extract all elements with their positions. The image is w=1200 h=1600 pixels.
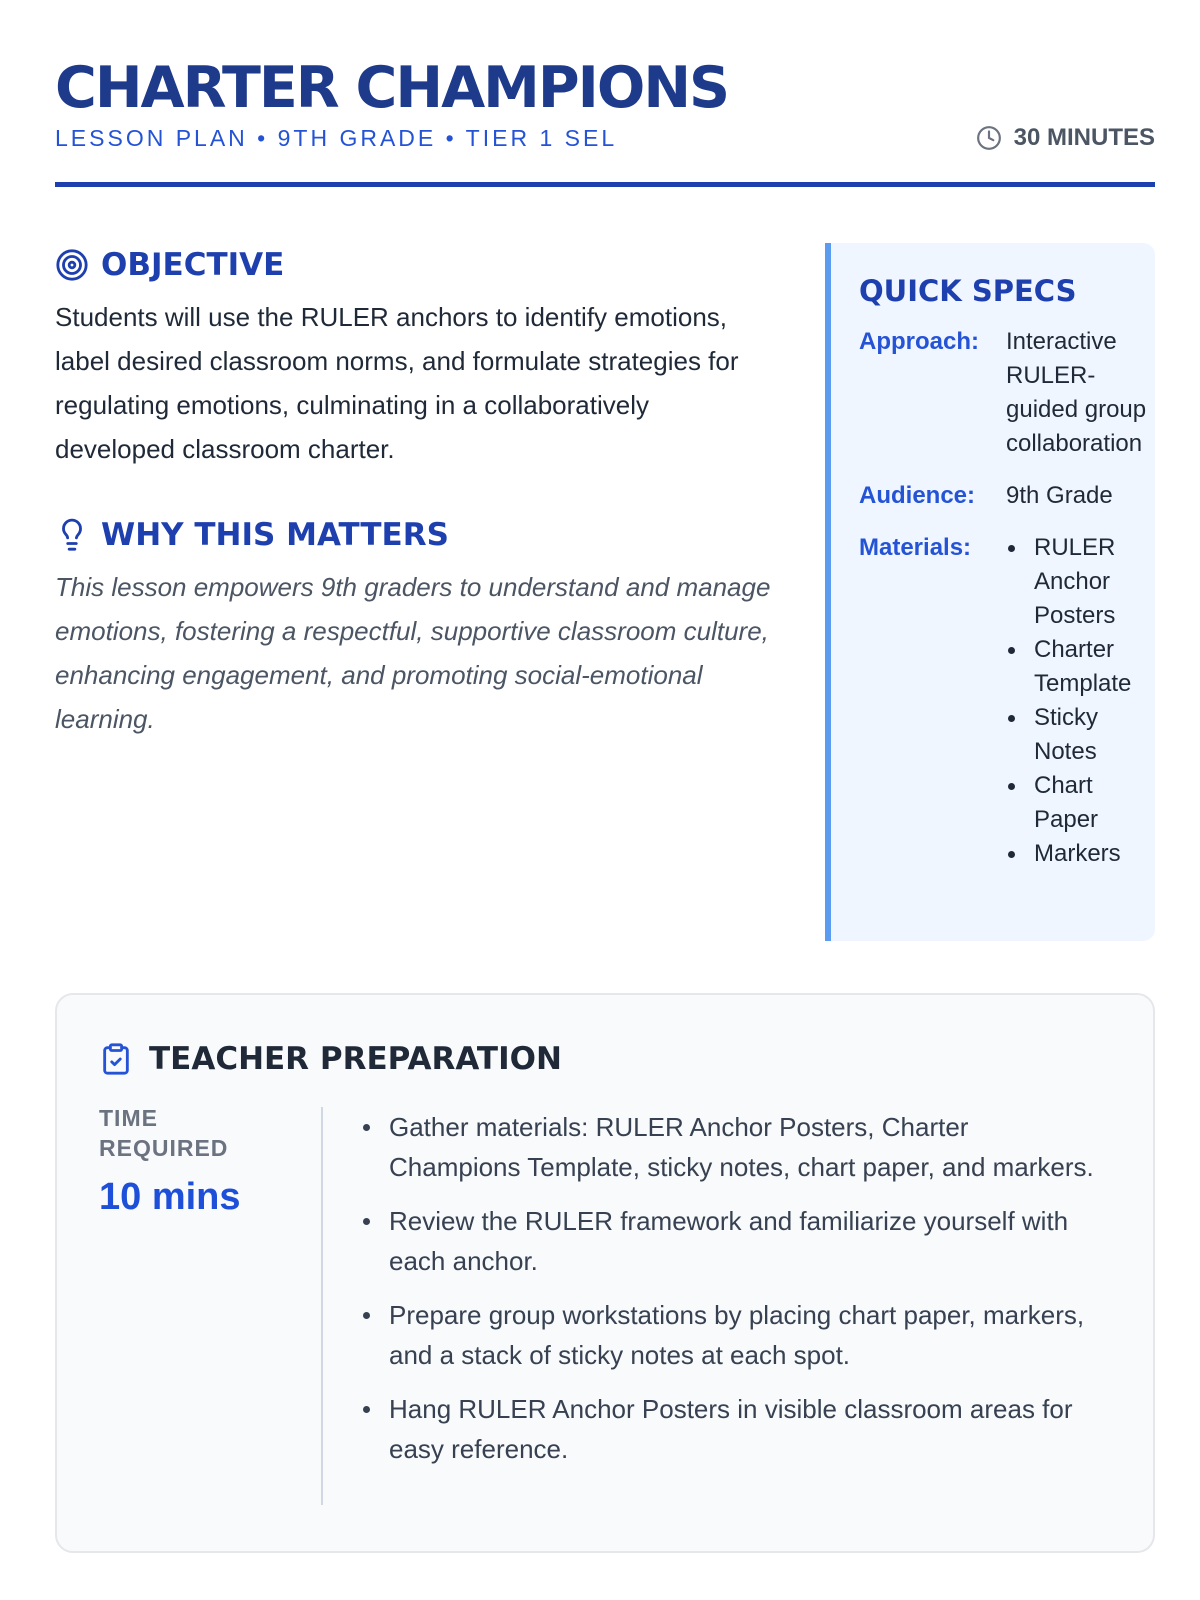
why-heading [55,513,775,557]
spec-audience-value: 9th Grade [1006,482,1113,509]
list-item: Review the RULER framework and familiarize yourself with each anchor. [359,1201,1099,1281]
time-required [99,1103,279,1219]
time-required-label: TIME REQUIRED [99,1105,229,1161]
objective-heading [55,243,775,287]
prep-steps-list [359,1107,1099,1483]
lesson-plan-page [55,55,1155,1464]
main-column [55,243,775,741]
objective-text: Students will use the RULER anchors to identify emotions, label desired classroom norms, and formulate strategies for regulating emotions, culminating in a collaboratively developed classroom charter. [55,302,739,464]
target-icon [55,248,89,282]
duration-text: 30 MINUTES [1013,124,1155,151]
page-subtitle: LESSON PLAN • 9TH GRADE • TIER 1 SEL [55,125,618,151]
spec-approach [859,325,1155,461]
list-item: Chart Paper [1006,769,1151,837]
clipboard-check-icon [99,1040,133,1078]
why-text: This lesson empowers 9th graders to understand and manage emotions, fostering a respectful, supportive classroom culture, enhancing engagement, and promoting social-emotional learning. [55,572,771,734]
teacher-preparation-card [55,993,1155,1553]
prep-title: TEACHER PREPARATION [149,1041,562,1077]
quick-specs-title: QUICK SPECS [859,274,1077,308]
prep-heading [99,1037,562,1081]
clock-icon [976,125,1002,151]
list-item: Sticky Notes [1006,701,1151,769]
spec-approach-value: Interactive RULER-guided group collaboration [1006,328,1147,457]
list-item: Prepare group workstations by placing chart paper, markers, and a stack of sticky notes at each spot. [359,1295,1099,1375]
materials-list [1006,531,1151,871]
objective-title: OBJECTIVE [101,247,285,283]
why-title: WHY THIS MATTERS [101,517,449,553]
header [55,55,1155,187]
spec-audience [859,479,1155,513]
spec-approach-label: Approach: [859,328,979,355]
list-item: Charter Template [1006,633,1151,701]
lightbulb-icon [55,518,89,552]
quick-specs-panel [825,243,1155,941]
spec-materials [859,531,1155,871]
page-title: CHARTER CHAMPIONS [55,55,729,121]
duration-badge [976,123,1155,153]
spec-materials-label: Materials: [859,534,972,561]
list-item: Markers [1006,837,1151,871]
list-item: Hang RULER Anchor Posters in visible classroom areas for easy reference. [359,1389,1099,1469]
list-item: RULER Anchor Posters [1006,531,1151,633]
prep-divider [321,1107,323,1505]
spec-audience-label: Audience: [859,482,976,509]
time-required-value: 10 mins [99,1176,241,1218]
list-item: Gather materials: RULER Anchor Posters, Charter Champions Template, sticky notes, chart paper, and markers. [359,1107,1099,1187]
